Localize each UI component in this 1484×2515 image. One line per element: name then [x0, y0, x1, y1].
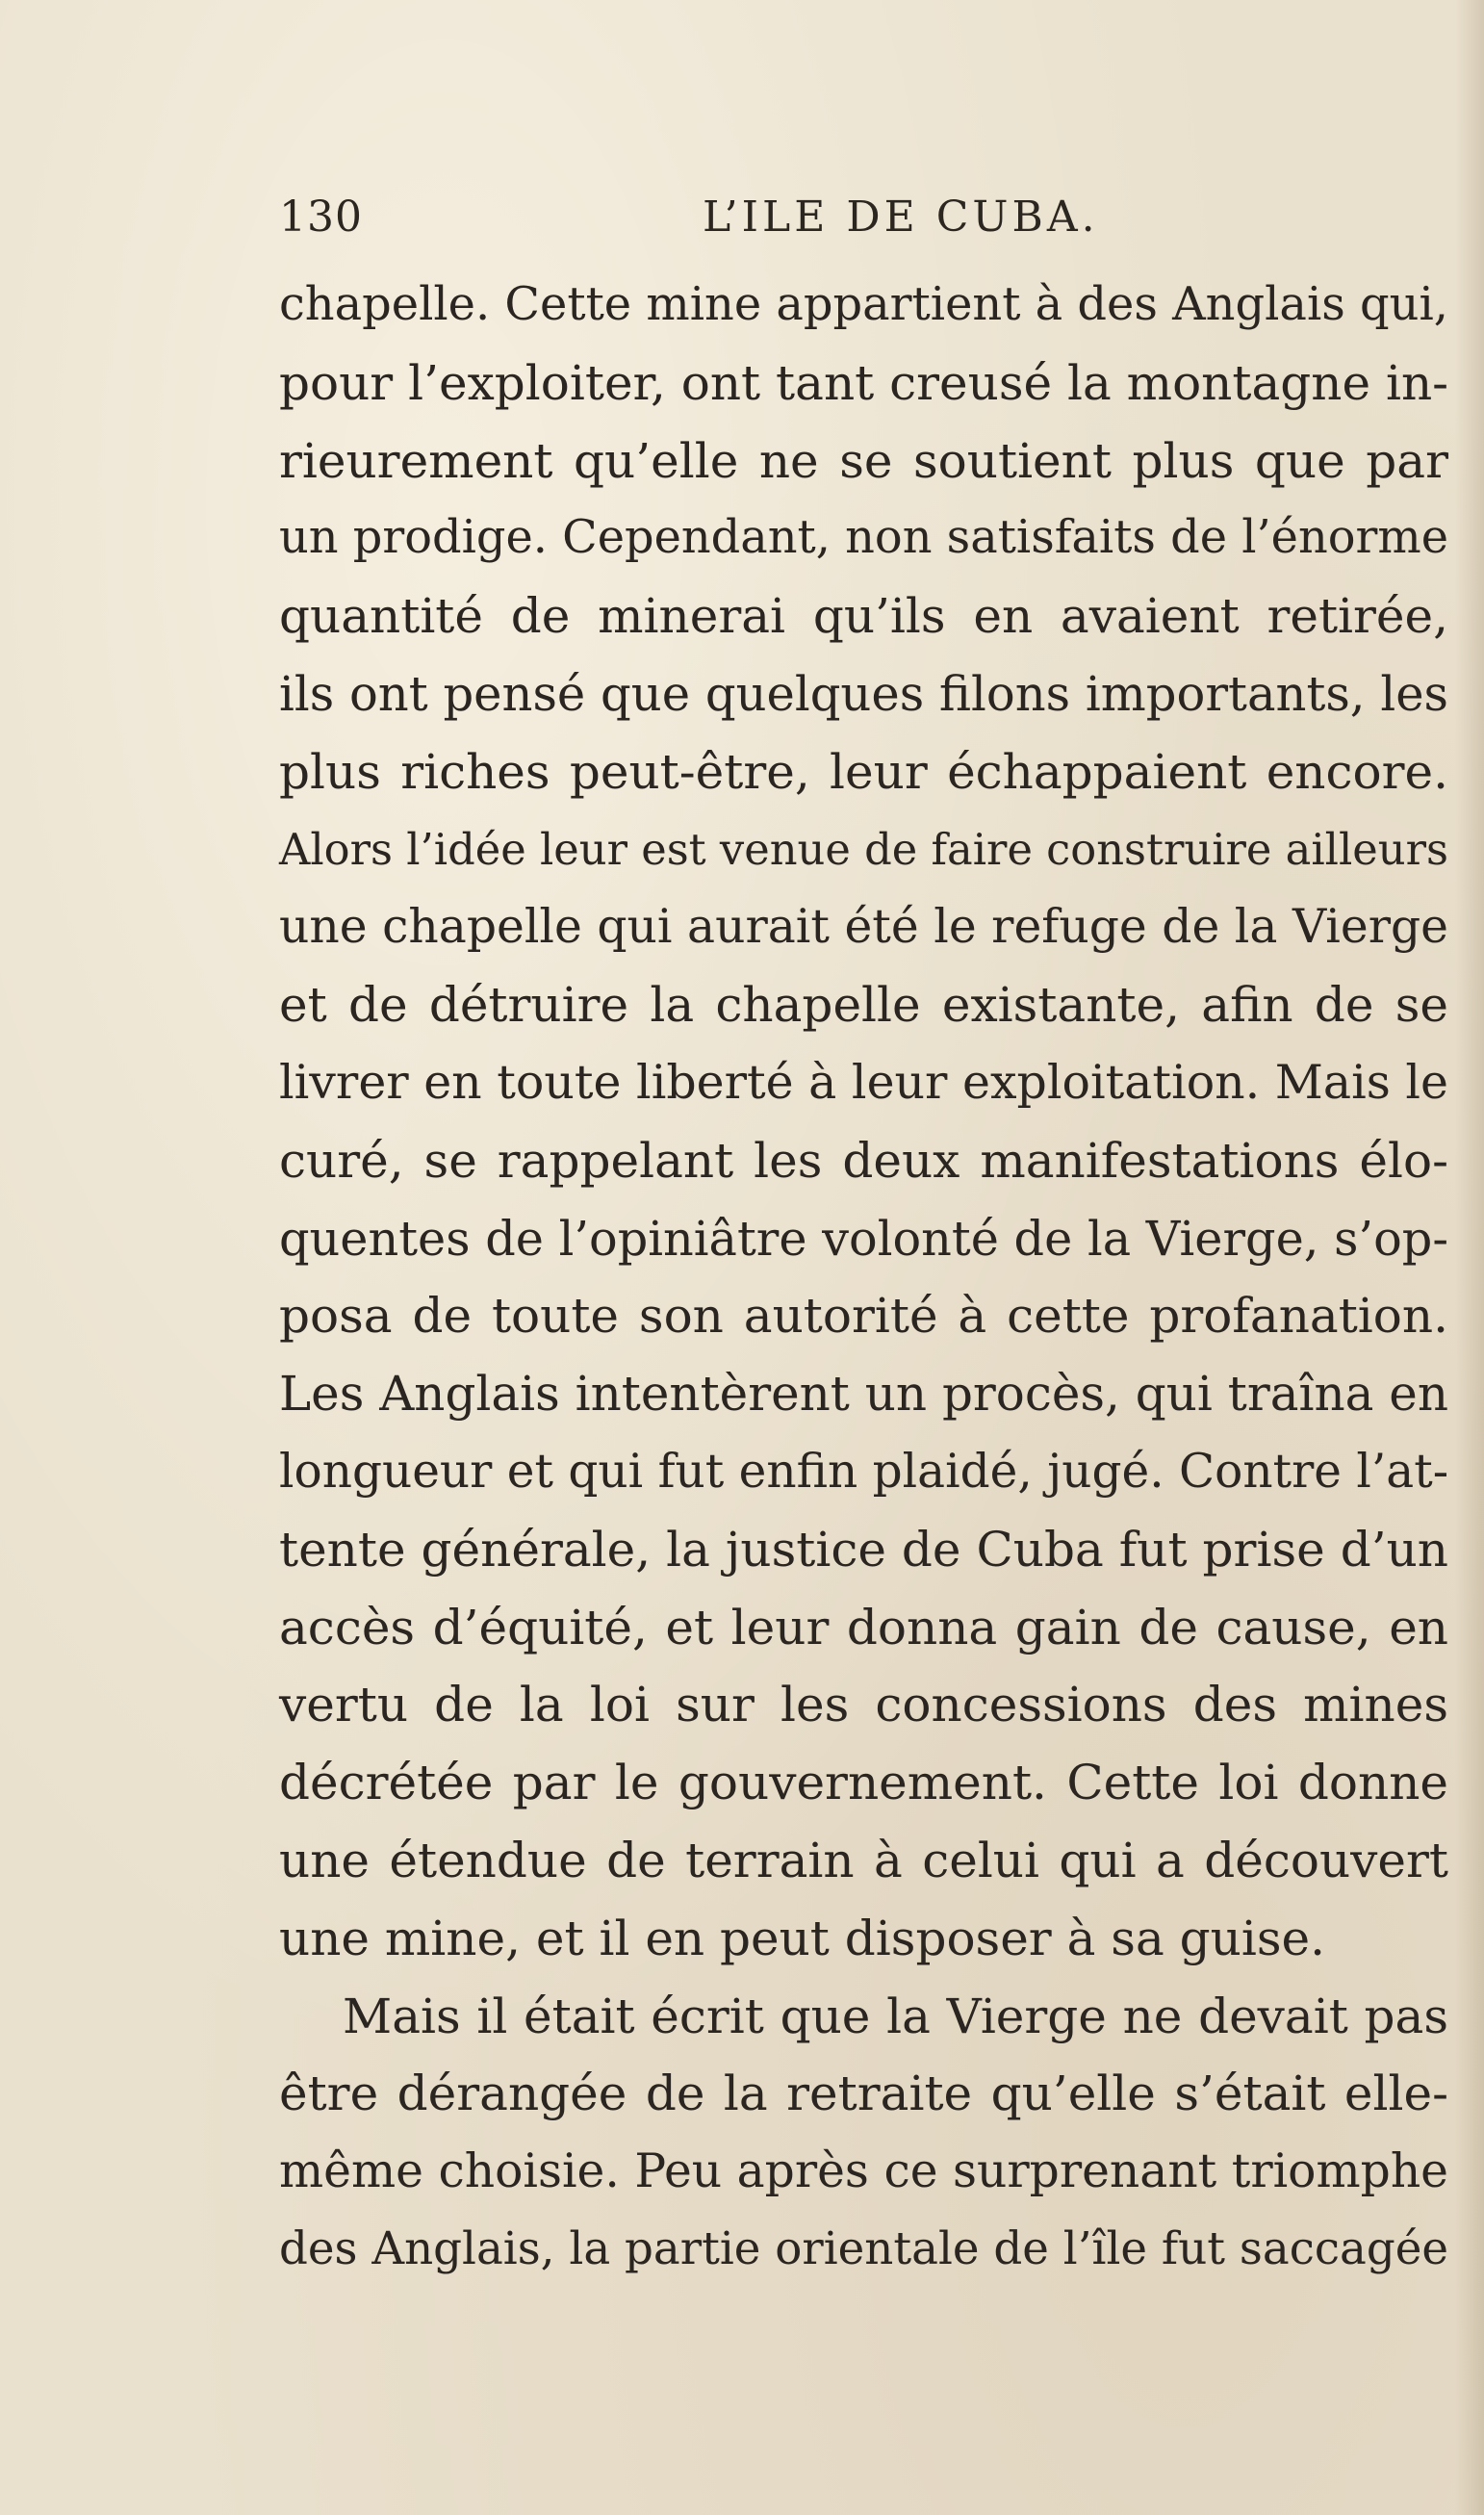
text-line: rieurement qu’elle ne se soutient plus que par: [279, 432, 1448, 489]
text-line: plus riches peut-être, leur échappaient encore.: [279, 743, 1448, 800]
text-line: vertu de la loi sur les concessions des mines: [279, 1677, 1448, 1733]
text-line: livrer en toute liberté à leur exploitation. Mais le: [279, 1054, 1448, 1110]
text-line: et de détruire la chapelle existante, afin de se: [279, 977, 1448, 1034]
text-line: accès d’équité, et leur donna gain de cause, en: [279, 1599, 1448, 1655]
page-number: 130: [279, 192, 363, 242]
text-line: longueur et qui fut enfin plaidé, jugé. Contre l’at-: [279, 1444, 1449, 1499]
text-line: curé, se rappelant les deux manifestations élo-: [279, 1132, 1448, 1189]
text-line: ils ont pensé que quelques filons importants, les: [279, 665, 1448, 722]
text-line: une chapelle qui aurait été le refuge de la Vierge: [279, 900, 1448, 955]
text-line: une étendue de terrain à celui qui a découvert: [279, 1832, 1448, 1888]
text-line: Les Anglais intentèrent un procès, qui traîna en: [279, 1366, 1448, 1423]
text-line: même choisie. Peu après ce surprenant triomphe: [279, 2144, 1448, 2199]
paragraph-end-line: une mine, et il en peut disposer à sa guise.: [279, 1910, 1326, 1966]
text-line: posa de toute son autorité à cette profanation.: [279, 1288, 1448, 1345]
text-line: quentes de l’opiniâtre volonté de la Vierge, s’op-: [279, 1210, 1448, 1267]
running-title: L’ILE DE CUBA.: [703, 192, 1099, 242]
running-header: [279, 192, 1434, 260]
text-line: être dérangée de la retraite qu’elle s’était elle-: [279, 2066, 1448, 2122]
text-line: tente générale, la justice de Cuba fut prise d’un: [279, 1521, 1448, 1578]
text-line: décrétée par le gouvernement. Cette loi donne: [279, 1755, 1448, 1811]
page-edge-shadow: [1455, 0, 1484, 2515]
text-line: des Anglais, la partie orientale de l’île fut saccagée: [279, 2222, 1448, 2275]
text-line: un prodige. Cependant, non satisfaits de l’énorme: [279, 511, 1448, 565]
paragraph-first-line: Mais il était écrit que la Vierge ne devait pas: [343, 1988, 1448, 2044]
text-line: pour l’exploiter, ont tant creusé la montagne in-: [279, 354, 1449, 411]
body-text: [279, 267, 1448, 2289]
text-line: quantité de minerai qu’ils en avaient retirée,: [279, 588, 1448, 645]
text-line: Alors l’idée leur est venue de faire construire ailleurs: [279, 823, 1448, 875]
text-line: chapelle. Cette mine appartient à des Anglais qui,: [279, 278, 1448, 331]
